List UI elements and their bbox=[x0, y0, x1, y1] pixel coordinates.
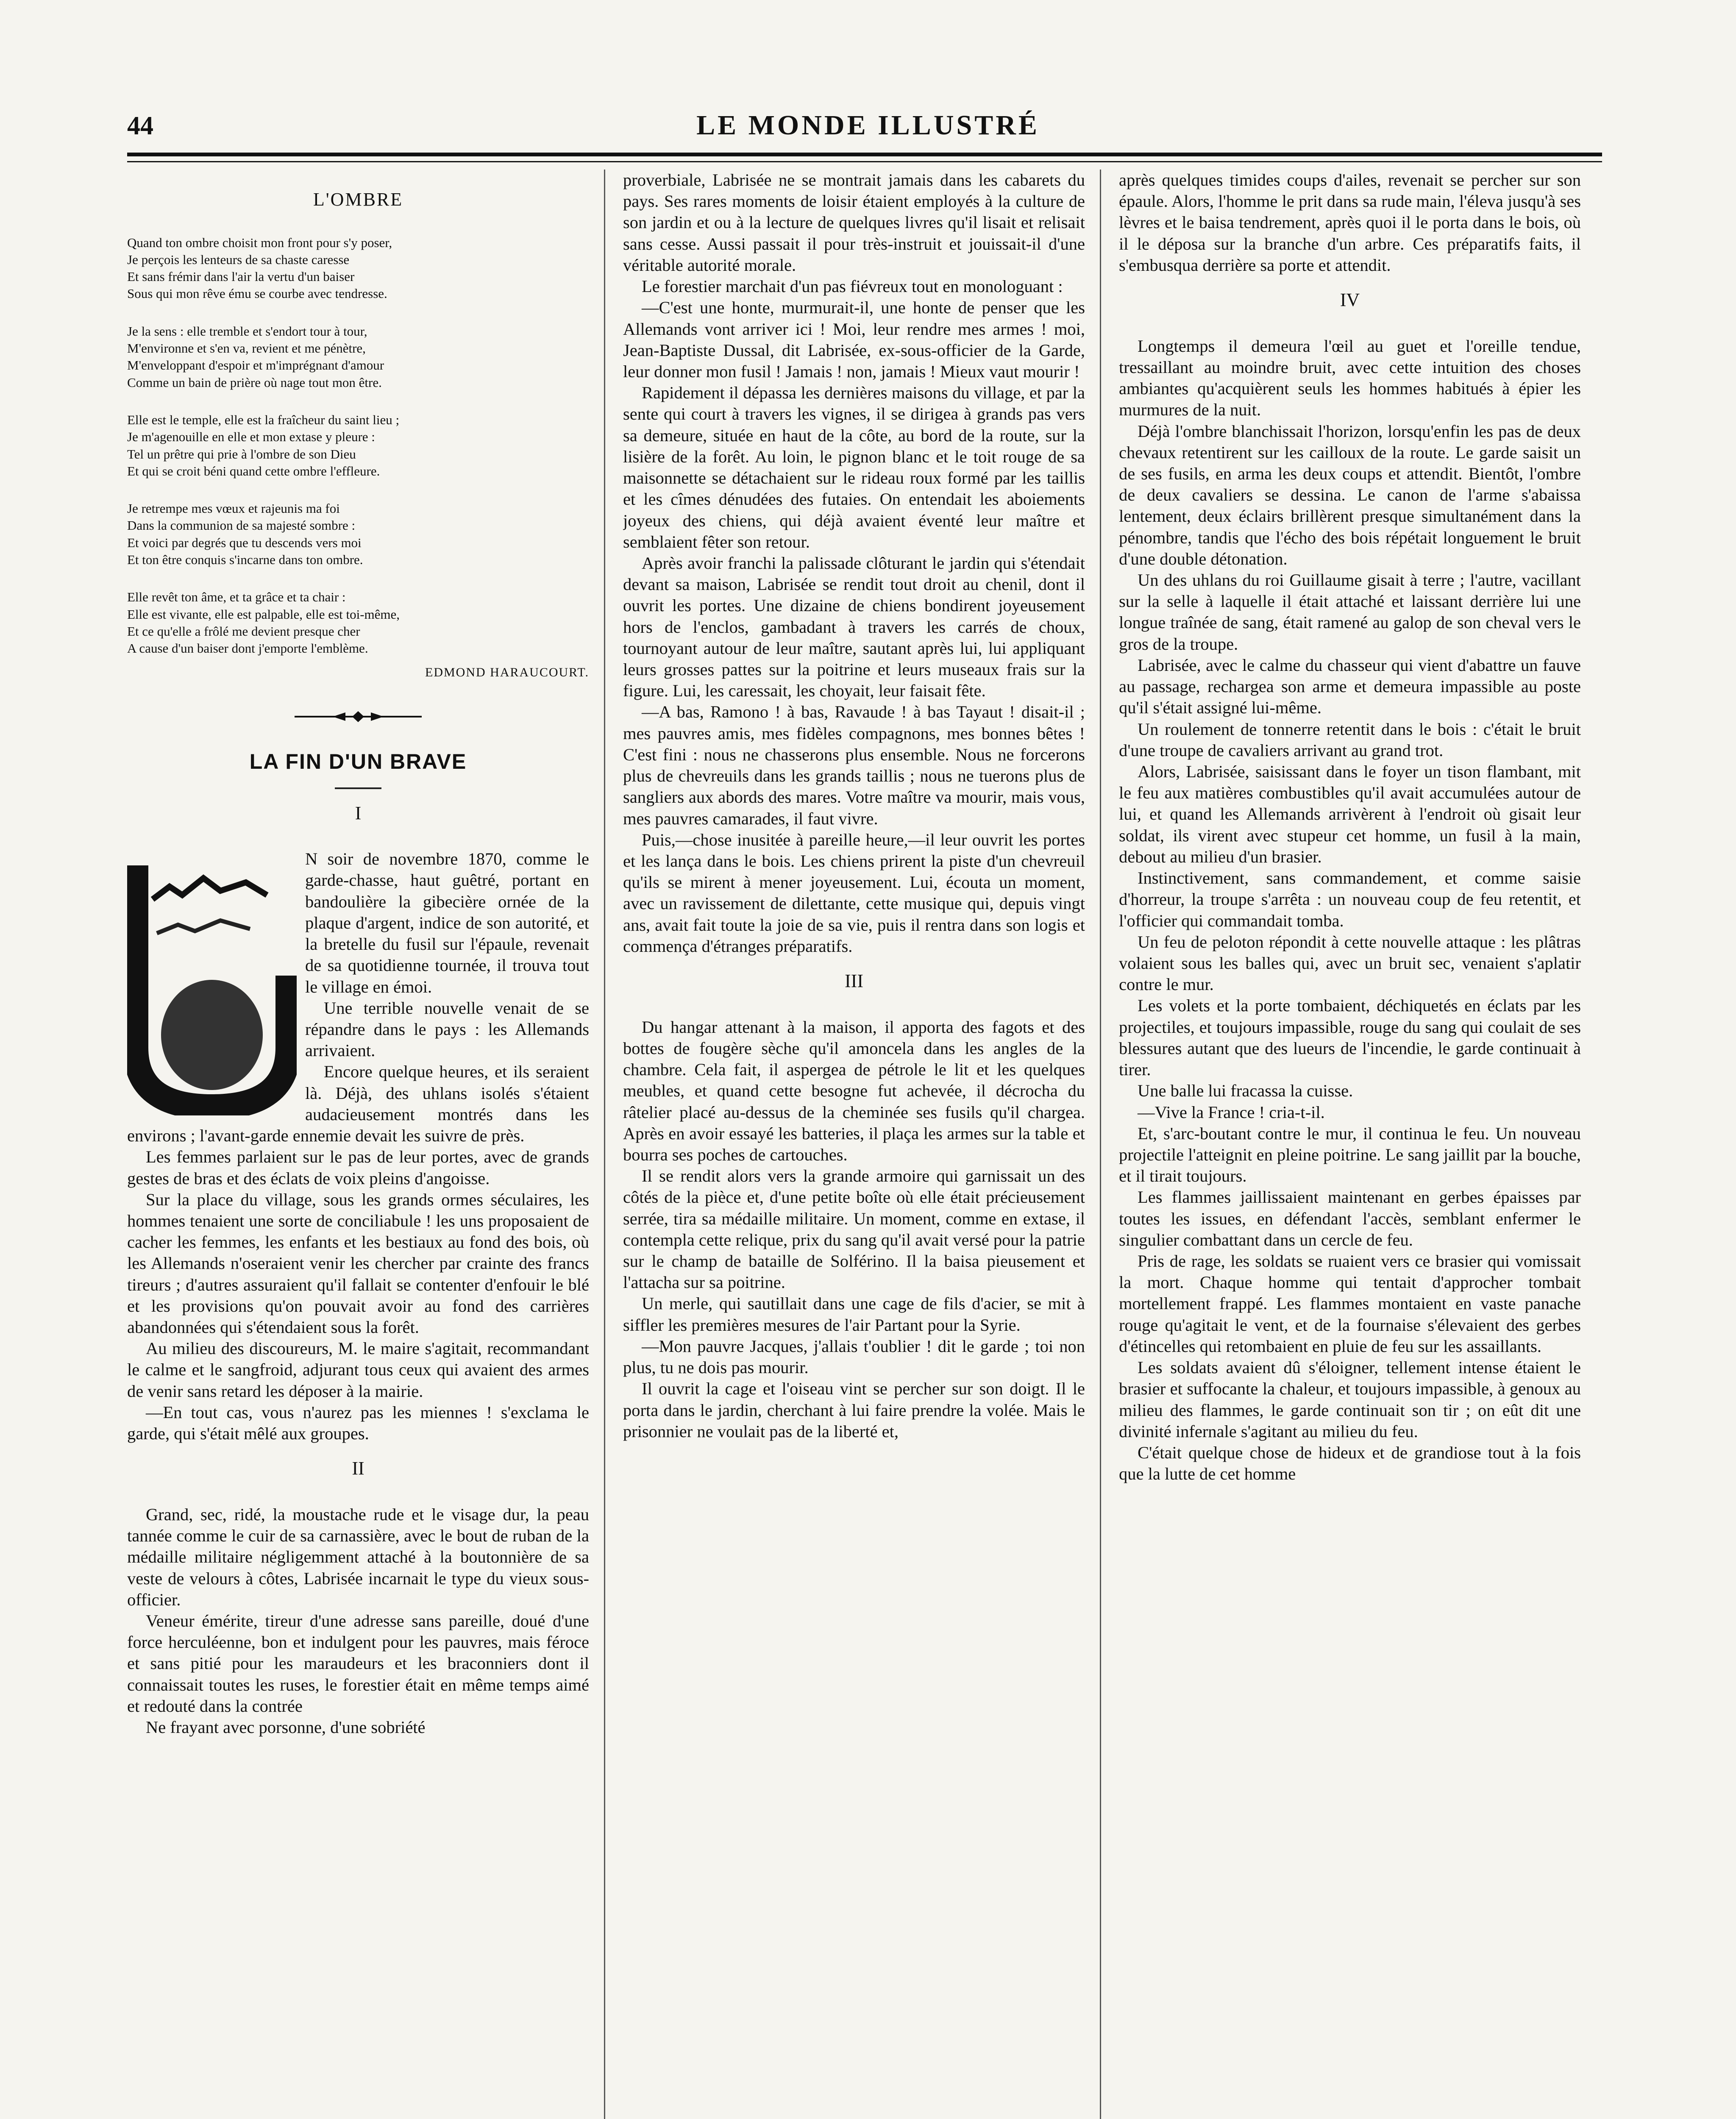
masthead: LE MONDE ILLUSTRÉ bbox=[696, 110, 1040, 141]
paragraph: Une terrible nouvelle venait de se répandre dans le pays : les Allemands arrivaient. bbox=[305, 998, 589, 1060]
title-rule bbox=[335, 787, 381, 789]
dropcap-u-illustration-icon bbox=[127, 848, 297, 1115]
paragraph: —C'est une honte, murmurait-il, une honte de penser que les Allemands vont arriver ici ! Moi, leur rendre mes armes ! moi, Jean-Baptiste Dussal, dit Labrisée, ex-sous-officier de la Garde, leur donner mon fusil ! Jamais ! non, jamais ! Mieux vaut mourir ! bbox=[623, 298, 1085, 381]
poem-stanza bbox=[127, 234, 589, 303]
poem-line: Elle est le temple, elle est la fraîcheur du saint lieu ; bbox=[127, 412, 400, 427]
poem-line: Je m'agenouille en elle et mon extase y pleure : bbox=[127, 429, 375, 445]
paragraph: Un roulement de tonnerre retentit dans le bois : c'était le bruit d'une troupe de cavaliers arrivant au grand trot. bbox=[1119, 719, 1581, 760]
paragraph: Les flammes jaillissaient maintenant en gerbes épaisses par toutes les issues, en défendant l'accès, semblant enfermer le singulier combattant dans un cercle de feu. bbox=[1119, 1187, 1581, 1249]
header-rule-thick bbox=[127, 153, 1602, 156]
poem-line: Je retrempe mes vœux et rajeunis ma foi bbox=[127, 501, 340, 516]
poem-line: Et qui se croit béni quand cette ombre l'effleure. bbox=[127, 463, 380, 478]
poem-stanza bbox=[127, 323, 589, 391]
section-number: III bbox=[845, 971, 863, 992]
section-number: I bbox=[355, 802, 362, 823]
poem-line: Tel un prêtre qui prie à l'ombre de son Dieu bbox=[127, 446, 356, 462]
poem-stanza bbox=[127, 500, 589, 568]
section-number: II bbox=[352, 1458, 364, 1479]
poem-line: Et sans frémir dans l'air la vertu d'un baiser bbox=[127, 269, 355, 284]
poem-line: Elle revêt ton âme, et ta grâce et ta chair : bbox=[127, 590, 346, 605]
paragraph: Sur la place du village, sous les grands ormes séculaires, les hommes tenaient une sorte de conciliabule ! les uns proposaient de cacher les femmes, les enfants et les bestiaux au fond des bois, où les Allemands n'oseraient venir les chercher par crainte des francs tireurs ; d'autres assuraient qu'il fallait se contenter d'enfouir le blé et les provisions qu'on pouvait avoir au fond des carrières abandonnées qui s'étendaient sous la forêt. bbox=[127, 1190, 589, 1337]
paragraph: Et, s'arc-boutant contre le mur, il continua le feu. Un nouveau projectile l'atteignit en pleine poitrine. Le sang jaillit par la bouche, et il tirait toujours. bbox=[1119, 1123, 1581, 1186]
paragraph: Un des uhlans du roi Guillaume gisait à terre ; l'autre, vacillant sur la selle à laquelle il était attaché et laissant derrière lui une longue traînée de sang, était ramené au galop de son cheval vers le gros de la troupe. bbox=[1119, 570, 1581, 653]
paragraph: Instinctivement, sans commandement, et comme saisie d'horreur, la troupe s'arrêta : un nouveau coup de feu retentit, et l'officier qui commandait tomba. bbox=[1119, 868, 1581, 930]
poem-stanza bbox=[127, 412, 589, 480]
poem-line: A cause d'un baiser dont j'emporte l'emblème. bbox=[127, 641, 368, 656]
poem-line: Je perçois les lenteurs de sa chaste caresse bbox=[127, 252, 350, 267]
paragraph: proverbiale, Labrisée ne se montrait jamais dans les cabarets du pays. Ses rares moments de loisir étaient employés à la culture de son jardin et ou à la lecture de quelques livres qu'il lisait et relisait sans cesse. Aussi passait il pour très-instruit et jouissait-il d'une véritable autorité morale. bbox=[623, 170, 1085, 275]
paragraph: Il se rendit alors vers la grande armoire qui garnissait un des côtés de la pièce et, d'une petite boîte où elle était précieusement serrée, tira sa médaille militaire. Un moment, comme en extase, il contempla cette relique, prix du sang qu'il avait versé pour la patrie sur le champ de bataille de Solférino. Il la baisa pieusement et l'attacha sur sa poitrine. bbox=[623, 1166, 1085, 1292]
dropcap-paragraph bbox=[127, 848, 589, 998]
paragraph: Rapidement il dépassa les dernières maisons du village, et par la sente qui court à travers les vignes, il se dirigea à grands pas vers sa demeure, située en haut de la côte, au bord de la route, sur la lisière de la forêt. Au loin, le pignon blanc et le toit rouge de sa maisonnette se détachaient sur le rideau roux formé par les taillis et les cîmes dénudées des futaies. On entendait les aboiements joyeux des chiens, qui déjà avaient éventé leur maître et semblaient fêter son retour. bbox=[623, 383, 1085, 551]
paragraph: Ne frayant avec porsonne, d'une sobriété bbox=[146, 1718, 426, 1737]
paragraph: Longtemps il demeura l'œil au guet et l'oreille tendue, tressaillant au moindre bruit, avec cette intuition des choses ambiantes qu'acquièrent seuls les hommes habitués à épier les murmures de la nuit. bbox=[1119, 336, 1581, 420]
poem-line: M'environne et s'en va, revient et me pénètre, bbox=[127, 341, 366, 356]
paragraph: —Mon pauvre Jacques, j'allais t'oublier ! dit le garde ; toi non plus, tu ne dois pas mourir. bbox=[623, 1336, 1085, 1377]
paragraph: Alors, Labrisée, saisissant dans le foyer un tison flambant, mit le feu aux matières combustibles qu'il avait accumulées autour de lui, et quand les Allemands arrivèrent à l'endroit où gisait leur soldat, ils virent avec stupeur cet homme, un fusil à la main, debout au milieu d'un brasier. bbox=[1119, 762, 1581, 866]
poem-line: M'enveloppant d'espoir et m'imprégnant d'amour bbox=[127, 358, 384, 373]
column-2 bbox=[623, 170, 1085, 2119]
section-number: IV bbox=[1340, 289, 1360, 311]
paragraph: Les soldats avaient dû s'éloigner, tellement intense étaient le brasier et suffocante la chaleur, et toujours impassible, à genoux au milieu des flammes, le garde continuait son tir ; on eût dit une divinité infernale s'agitant au milieu du feu. bbox=[1119, 1358, 1581, 1441]
poem-line: Comme un bain de prière où nage tout mon être. bbox=[127, 375, 382, 390]
poem-line: Elle est vivante, elle est palpable, elle est toi-même, bbox=[127, 606, 400, 622]
paragraph: Au milieu des discoureurs, M. le maire s'agitait, recommandant le calme et le sangfroid, adjurant tous ceux qui avaient des armes de venir sans retard les déposer à la mairie. bbox=[127, 1339, 589, 1401]
paragraph: N soir de novembre 1870, comme le garde-chasse, haut guêtré, portant en bandoulière la gibecière ornée de la plaque d'argent, indice de son autorité, et la bretelle du fusil sur l'épaule, revenait de sa quotidienne tournée, il trouva tout le village en émoi. bbox=[305, 849, 589, 996]
paragraph: Déjà l'ombre blanchissait l'horizon, lorsqu'enfin les pas de deux chevaux retentirent sur les cailloux de la route. Le garde saisit un de ses fusils, en arma les deux coups et attendit. Bientôt, l'ombre de deux cavaliers se dessina. Le canon de l'arme s'abaissa lentement, deux éclairs brillèrent presque simultanément dans la pénombre, tandis que l'écho des bois répétait longuement le bruit d'une double détonation. bbox=[1119, 421, 1581, 568]
poem-line: Dans la communion de sa majesté sombre : bbox=[127, 518, 356, 533]
paragraph: Grand, sec, ridé, la moustache rude et le visage dur, la peau tannée comme le cuir de sa carnassière, avec le bout de ruban de la médaille militaire négligemment attaché à la boutonnière de sa veste de velours à côtes, Labrisée incarnait le type du vieux sous-officier. bbox=[127, 1504, 589, 1609]
paragraph: Il ouvrit la cage et l'oiseau vint se percher sur son doigt. Il le porta dans le jardin, cherchant à lui faire prendre la volée. Mais le prisonnier ne voulait pas de la liberté et, bbox=[623, 1379, 1085, 1441]
page-number: 44 bbox=[127, 111, 153, 140]
paragraph: Veneur émérite, tireur d'une adresse sans pareille, doué d'une force herculéenne, bon et indulgent pour les pauvres, mais féroce et sans pitié pour les maraudeurs et les braconniers dont il connaissait toutes les ruses, le forestier était en même temps aimé et redouté dans la contrée bbox=[127, 1611, 589, 1716]
poem-stanza bbox=[127, 589, 589, 657]
header-rule-thin bbox=[127, 161, 1602, 162]
paragraph: Un merle, qui sautillait dans une cage de fils d'acier, se mit à siffler les premières mesures de l'air Partant pour la Syrie. bbox=[623, 1294, 1085, 1335]
paragraph: Puis,—chose inusitée à pareille heure,—il leur ouvrit les portes et les lança dans le bois. Les chiens prirent la piste d'un chevreuil qu'ils se mirent à mener joyeusement. Lui, écouta un moment, avec un ravissement de dilettante, cette musique qui, depuis vingt ans, avait fait toute la joie de sa vie, puis il rentra dans son logis et commença d'étranges préparatifs. bbox=[623, 830, 1085, 956]
column-1 bbox=[127, 170, 589, 2119]
column-3 bbox=[1119, 170, 1581, 2119]
paragraph: après quelques timides coups d'ailes, revenait se percher sur son épaule. Alors, l'homme le prit dans sa rude main, l'éleva jusqu'à ses lèvres et le baisa tendrement, après quoi il le porta dans le bois, où il le déposa sur la branche d'un arbre. Ces préparatifs faits, il s'embusqua derrière sa porte et attendit. bbox=[1119, 170, 1581, 275]
poem-title: L'OMBRE bbox=[313, 189, 403, 210]
poem-line: Et ton être conquis s'incarne dans ton ombre. bbox=[127, 552, 363, 567]
column-divider bbox=[1100, 170, 1101, 2119]
paragraph: Du hangar attenant à la maison, il apporta des fagots et des bottes de fougère sèche qu'il amoncela dans les angles de la chambre. Cela fait, il aspergea de pétrole le lit et les quelques meubles, et quand cette besogne fut achevée, il décrocha du râtelier placé au-dessus de la cheminée ses fusils qu'il chargea. Après en avoir essayé les batteries, il plaça les armes sur la table et bourra ses poches de cartouches. bbox=[623, 1017, 1085, 1164]
poem-line: Je la sens : elle tremble et s'endort tour à tour, bbox=[127, 323, 367, 339]
paragraph: Les femmes parlaient sur le pas de leur portes, avec de grands gestes de bras et des éclats de voix pleins d'angoisse. bbox=[127, 1147, 589, 1188]
paragraph: Les volets et la porte tombaient, déchiquetés en éclats par les projectiles, et toujours impassible, rouge du sang qui coulait de ses blessures autant que des lueurs de l'incendie, le garde continuait à tirer. bbox=[1119, 996, 1581, 1079]
paragraph: Un feu de peloton répondit à cette nouvelle attaque : les plâtras volaient sous les balles qui, avec un bruit sec, venaient s'aplatir contre le mur. bbox=[1119, 932, 1581, 994]
paragraph: Labrisée, avec le calme du chasseur qui vient d'abattre un fauve au passage, rechargea son arme et demeura impassible au poste qu'il s'était assigné lui-même. bbox=[1119, 655, 1581, 717]
paragraph: —Vive la France ! cria-t-il. bbox=[1138, 1102, 1325, 1122]
paragraph: Le forestier marchait d'un pas fiévreux tout en monologuant : bbox=[642, 277, 1063, 296]
ornament-divider-icon bbox=[295, 710, 422, 723]
paragraph: —En tout cas, vous n'aurez pas les miennes ! s'exclama le garde, qui s'était mêlé aux groupes. bbox=[127, 1402, 589, 1443]
paragraph: Encore quelque heures, et ils seraient là. Déjà, des uhlans isolés s'étaient audacieusement montrés dans les environs ; l'avant-garde ennemie devait les suivre de près. bbox=[127, 1062, 589, 1146]
poem-author: EDMOND HARAUCOURT. bbox=[425, 665, 589, 680]
paragraph: Pris de rage, les soldats se ruaient vers ce brasier qui vomissait la mort. Chaque homme qui tentait d'approcher tombait mortellement frappé. Les flammes montaient en vaste panache rouge qu'agitait le vent, et de la fournaise s'élevaient des gerbes d'étincelles qui retombaient en pluie de feu sur les assaillants. bbox=[1119, 1251, 1581, 1356]
column-divider bbox=[604, 170, 605, 2119]
story-title: LA FIN D'UN BRAVE bbox=[249, 749, 467, 773]
poem-line: Quand ton ombre choisit mon front pour s'y poser, bbox=[127, 235, 392, 250]
poem-line: Et voici par degrés que tu descends vers moi bbox=[127, 535, 362, 550]
paragraph: Une balle lui fracassa la cuisse. bbox=[1138, 1081, 1353, 1101]
paragraph: —A bas, Ramono ! à bas, Ravaude ! à bas Tayaut ! disait-il ; mes pauvres amis, mes fidèles compagnons, mes bonnes bêtes ! C'est fini : nous ne chasserons plus ensemble. Nous ne forcerons plus de chevreuils dans les grands taillis ; nous ne tuerons plus de sangliers aux abords des mares. Votre maître va mourir, mais vous, mes pauvres camarades, il faut vivre. bbox=[623, 702, 1085, 828]
paragraph: Après avoir franchi la palissade clôturant le jardin qui s'étendait devant sa maison, Labrisée se rendit tout droit au chenil, dont il ouvrit les portes. Une dizaine de chiens bondirent joyeusement hors de l'enclos, gambadant à travers les carrés de choux, tournoyant autour de leur maître, sautant après lui, lui appliquant leurs grosses pattes sur la poitrine et leurs museaux frais sur la figure. Lui, les caressait, les choyait, leur faisait fête. bbox=[623, 553, 1085, 701]
poem-line: Sous qui mon rêve ému se courbe avec tendresse. bbox=[127, 286, 387, 301]
paragraph: C'était quelque chose de hideux et de grandiose tout à la fois que la lutte de cet homme bbox=[1119, 1443, 1581, 1484]
poem-line: Et ce qu'elle a frôlé me devient presque cher bbox=[127, 623, 360, 639]
